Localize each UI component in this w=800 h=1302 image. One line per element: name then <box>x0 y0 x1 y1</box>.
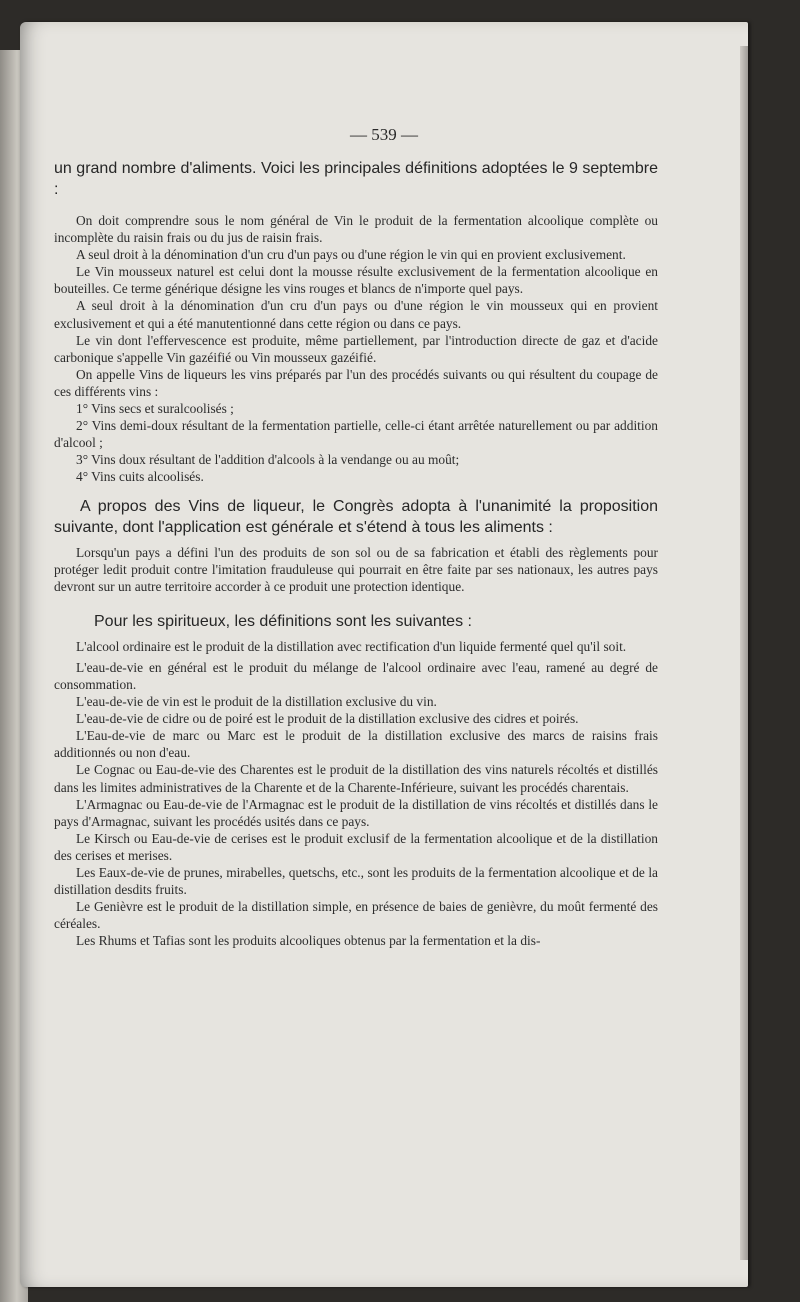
wine-def-1: On doit comprendre sous le nom général de Vin le produit de la fermentation alcoolique complète ou incomplète du raisin frais ou du jus de raisin frais. <box>54 213 658 246</box>
wine-def-5: Le vin dont l'effervescence est produite, même partiellement, par l'introduction directe de gaz et d'acide carbonique s'appelle Vin gazéifié ou Vin mousseux gazéifié. <box>54 332 658 365</box>
liqueur-list <box>54 400 658 485</box>
wine-definitions <box>54 212 658 400</box>
liqueur-item-2: 2° Vins demi-doux résultant de la fermentation partielle, celle-ci étant arrêtée naturellement ou par addition d'alcool ; <box>54 418 658 451</box>
spirit-def-5: L'Eau-de-vie de marc ou Marc est le produit de la distillation exclusive des marcs de raisins frais additionnés ou non d'eau. <box>54 728 658 761</box>
liqueur-item-3: 3° Vins doux résultant de l'addition d'alcools à la vendange ou au moût; <box>76 452 460 468</box>
page-number: — 539 — <box>350 125 418 144</box>
congress-heading: A propos des Vins de liqueur, le Congrès adopta à l'unanimité la proposition suivante, dont l'application est générale et s'étend à tous les aliments : <box>54 497 658 536</box>
wine-def-4: A seul droit à la dénomination d'un cru d'un pays ou d'une région le vin mousseux qui en provient exclusivement et qui a été manutentionné dans cette région ou dans ce pays. <box>54 298 658 331</box>
spirit-def-1: L'alcool ordinaire est le produit de la distillation avec rectification d'un liquide fermenté quel qu'il soit. <box>76 638 627 654</box>
liqueur-item-1: 1° Vins secs et suralcoolisés ; <box>76 401 234 417</box>
wine-def-3: Le Vin mousseux naturel est celui dont la mousse résulte exclusivement de la fermentation alcoolique en bouteilles. Ce terme générique désigne les vins rouges et blancs de n'importe quel pays. <box>54 264 658 297</box>
wine-def-6: On appelle Vins de liqueurs les vins préparés par l'un des procédés suivants ou qui résultent du coupage de ces différents vins : <box>54 366 658 399</box>
liqueur-item-4: 4° Vins cuits alcoolisés. <box>76 469 204 485</box>
spirit-def-8: Le Kirsch ou Eau-de-vie de cerises est le produit exclusif de la fermentation alcoolique et de la distillation des cerises et merises. <box>54 830 658 863</box>
spirit-def-7: L'Armagnac ou Eau-de-vie de l'Armagnac est le produit de la distillation de vins récoltés et distillés dans le pays d'Armagnac, suivant les procédés usités dans ce pays. <box>54 796 658 829</box>
spirit-def-2: L'eau-de-vie en général est le produit du mélange de l'alcool ordinaire avec l'eau, ramené au degré de consommation. <box>54 659 658 692</box>
spirit-def-9: Les Eaux-de-vie de prunes, mirabelles, quetschs, etc., sont les produits de la fermentation alcoolique et de la distillation desdits fruits. <box>54 865 658 898</box>
spirit-def-6: Le Cognac ou Eau-de-vie des Charentes est le produit de la distillation des vins naturels récoltés et distillés dans les limites administratives de la Charente et de la Charente-Inférieure, suivant les procédés charentais. <box>54 762 658 795</box>
spirits-definitions <box>54 638 658 950</box>
page-stack-edge <box>740 46 748 1260</box>
wine-def-2: A seul droit à la dénomination d'un cru d'un pays ou d'une région le vin qui en provient exclusivement. <box>76 247 626 263</box>
page-content <box>54 158 658 949</box>
spirit-def-4: L'eau-de-vie de cidre ou de poiré est le produit de la distillation exclusive des cidres et poirés. <box>76 711 579 727</box>
intro-paragraph: un grand nombre d'aliments. Voici les principales définitions adoptées le 9 septembre : <box>54 160 658 198</box>
spirit-def-11: Les Rhums et Tafias sont les produits alcooliques obtenus par la fermentation et la dis- <box>76 933 541 949</box>
spirit-def-3: L'eau-de-vie de vin est le produit de la distillation exclusive du vin. <box>76 694 437 710</box>
congress-paragraph: Lorsqu'un pays a défini l'un des produits de son sol ou de sa fabrication et établi des règlements pour protéger ledit produit contre l'imitation frauduleuse qui pourrait en être faite par ses nationaux, les autres pays devront sur un autre territoire accorder à ce produit une protection identique. <box>54 544 658 594</box>
spirits-heading: Pour les spiritueux, les définitions sont les suivantes : <box>94 612 472 630</box>
spirit-def-10: Le Genièvre est le produit de la distillation simple, en présence de baies de genièvre, du moût fermenté des céréales. <box>54 899 658 932</box>
